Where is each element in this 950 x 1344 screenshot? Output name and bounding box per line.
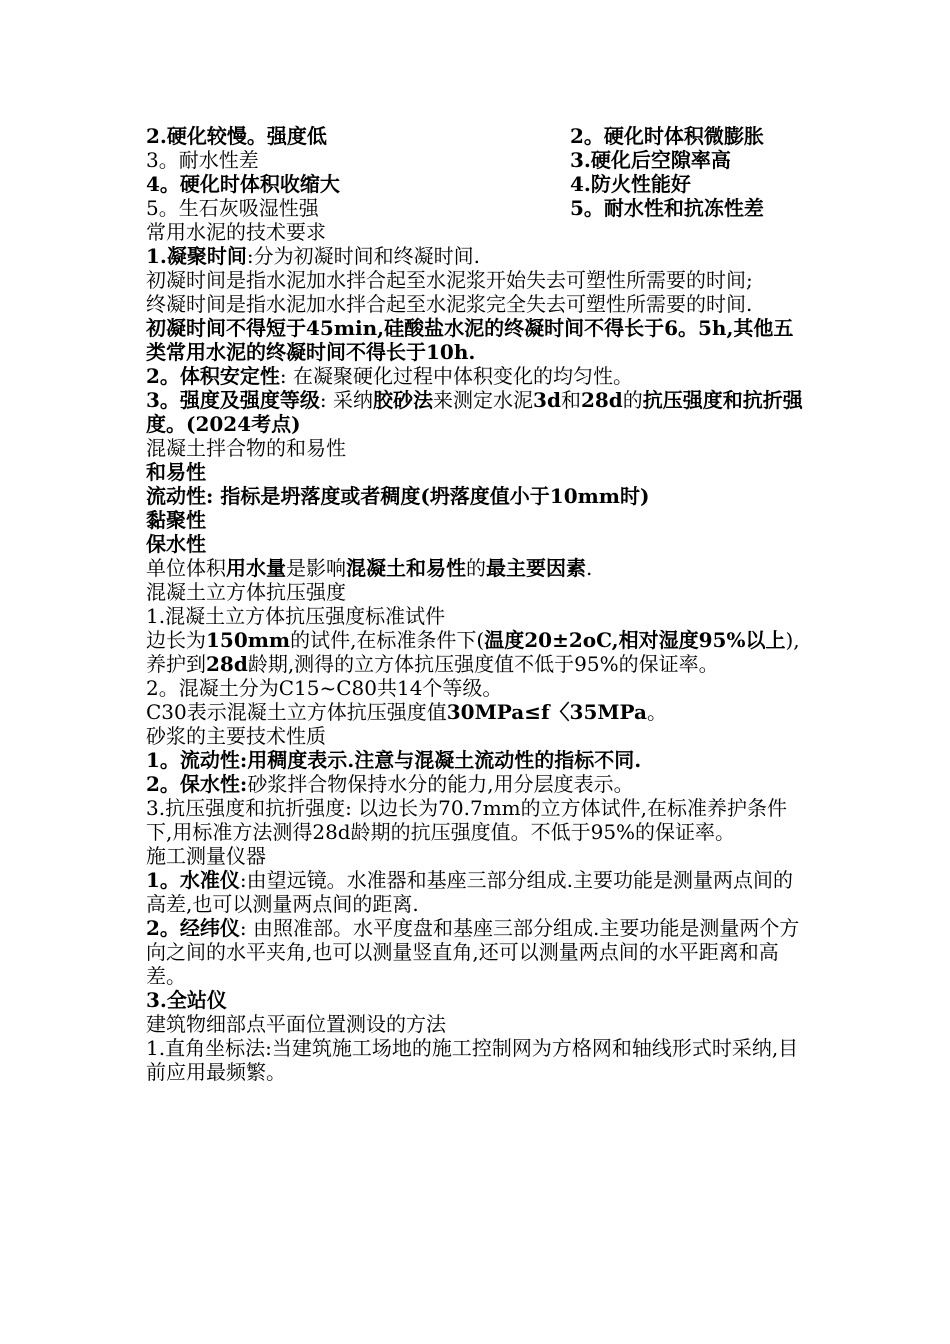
section-heading: 建筑物细部点平面位置测设的方法 — [146, 1012, 446, 1036]
compare-left: 4。硬化时体积收缩大 — [146, 172, 340, 196]
section-heading: 混凝土拌合物的和易性 — [146, 436, 346, 460]
term: 用水量 — [226, 556, 286, 580]
text: :由望远镜。水准器和基座三部分组成.主要功能是测量两点间的高差,也可以测量两点间的距离. — [146, 868, 794, 916]
compare-row — [146, 148, 810, 172]
paragraph: 3.全站仪 — [146, 988, 227, 1012]
compare-row — [146, 172, 810, 196]
compare-right: 3.硬化后空隙率高 — [570, 148, 731, 172]
paragraph: 2。混凝土分为C15~C80共14个等级。 — [146, 676, 503, 700]
paragraph: 初凝时间不得短于45min,硅酸盐水泥的终凝时间不得长于6。5h,其他五类常用水泥的终凝时间不得长于10h. — [146, 316, 794, 364]
text: ),养护到 — [146, 628, 800, 676]
document-page — [146, 124, 810, 1084]
paragraph: 初凝时间是指水泥加水拌合起至水泥浆开始失去可塑性所需要的时间; — [146, 268, 753, 292]
compare-right: 2。硬化时体积微膨胀 — [570, 124, 764, 148]
term: 2。保水性: — [146, 772, 248, 796]
section-heading: 砂浆的主要技术性质 — [146, 724, 326, 748]
compare-left: 5。生石灰吸湿性强 — [146, 196, 319, 220]
text: : 采纳 — [319, 388, 374, 412]
text: 是影响 — [286, 556, 346, 580]
text: . — [586, 556, 593, 580]
term: 2。经纬仪 — [146, 916, 240, 940]
paragraph — [146, 868, 810, 916]
term: 混凝土和易性 — [346, 556, 466, 580]
compare-row — [146, 124, 810, 148]
text: 边长为 — [146, 628, 206, 652]
paragraph: 1。流动性:用稠度表示.注意与混凝土流动性的指标不同. — [146, 748, 642, 772]
compare-row — [146, 196, 810, 220]
text: 的 — [466, 556, 486, 580]
term: 抗压强度和抗折强度。(2024考点) — [146, 388, 803, 436]
term: 150mm — [206, 628, 291, 652]
text: 的 — [622, 388, 643, 412]
text: : 由照准部。水平度盘和基座三部分组成.主要功能是测量两个方向之间的水平夹角,也可以测量竖直角,还可以测量两点间的水平距离和高差。 — [146, 916, 800, 988]
text: :分为初凝时间和终凝时间. — [246, 244, 480, 268]
list-item: 黏聚性 — [146, 508, 206, 532]
term: 1.凝聚时间 — [146, 244, 247, 268]
term: 28d — [206, 652, 248, 676]
text: 单位体积 — [146, 556, 226, 580]
list-item: 和易性 — [146, 460, 206, 484]
text: 的试件,在标准条件下( — [290, 628, 485, 652]
list-item: 保水性 — [146, 532, 206, 556]
paragraph — [146, 364, 810, 388]
list-item: 流动性: 指标是坍落度或者稠度(坍落度值小于10mm时) — [146, 484, 650, 508]
text: 。 — [647, 700, 667, 724]
paragraph — [146, 700, 810, 724]
term: 1。水准仪 — [146, 868, 240, 892]
compare-left: 2.硬化较慢。强度低 — [146, 124, 327, 148]
paragraph: 3.抗压强度和抗折强度: 以边长为70.7mm的立方体试件,在标准养护条件下,用标准方法测得28d龄期的抗压强度值。不低于95%的保证率。 — [146, 796, 787, 844]
paragraph: 1.直角坐标法:当建筑施工场地的施工控制网为方格网和轴线形式时采纳,目前应用最频繁。 — [146, 1036, 799, 1084]
section-heading: 混凝土立方体抗压强度 — [146, 580, 346, 604]
text: 砂浆拌合物保持水分的能力,用分层度表示。 — [247, 772, 634, 796]
section-heading: 施工测量仪器 — [146, 844, 266, 868]
paragraph — [146, 772, 810, 796]
paragraph — [146, 556, 810, 580]
term: 28d — [580, 388, 623, 412]
compare-left: 3。耐水性差 — [146, 148, 259, 172]
paragraph — [146, 388, 810, 436]
text: 龄期,测得的立方体抗压强度值不低于95%的保证率。 — [247, 652, 719, 676]
text: C30表示混凝土立方体抗压强度值 — [146, 700, 447, 724]
paragraph: 1.混凝土立方体抗压强度标准试件 — [146, 604, 446, 628]
term: 3d — [533, 388, 561, 412]
paragraph — [146, 244, 810, 268]
paragraph — [146, 916, 810, 988]
compare-right: 4.防火性能好 — [570, 172, 691, 196]
term: 3。强度及强度等级 — [146, 388, 320, 412]
paragraph — [146, 628, 810, 676]
paragraph: 终凝时间是指水泥加水拌合起至水泥浆完全失去可塑性所需要的时间. — [146, 292, 753, 316]
term: 胶砂法 — [373, 388, 434, 412]
compare-right: 5。耐水性和抗冻性差 — [570, 196, 764, 220]
term: 最主要因素 — [486, 556, 586, 580]
term: 2。体积安定性 — [146, 364, 280, 388]
text: : 在凝聚硬化过程中体积变化的均匀性。 — [279, 364, 634, 388]
text: 和 — [560, 388, 581, 412]
term: 温度20±2oC,相对湿度95%以上 — [484, 628, 786, 652]
text: 来测定水泥 — [433, 388, 534, 412]
term: 30MPa≤f〈35MPa — [446, 700, 647, 724]
section-heading: 常用水泥的技术要求 — [146, 220, 326, 244]
